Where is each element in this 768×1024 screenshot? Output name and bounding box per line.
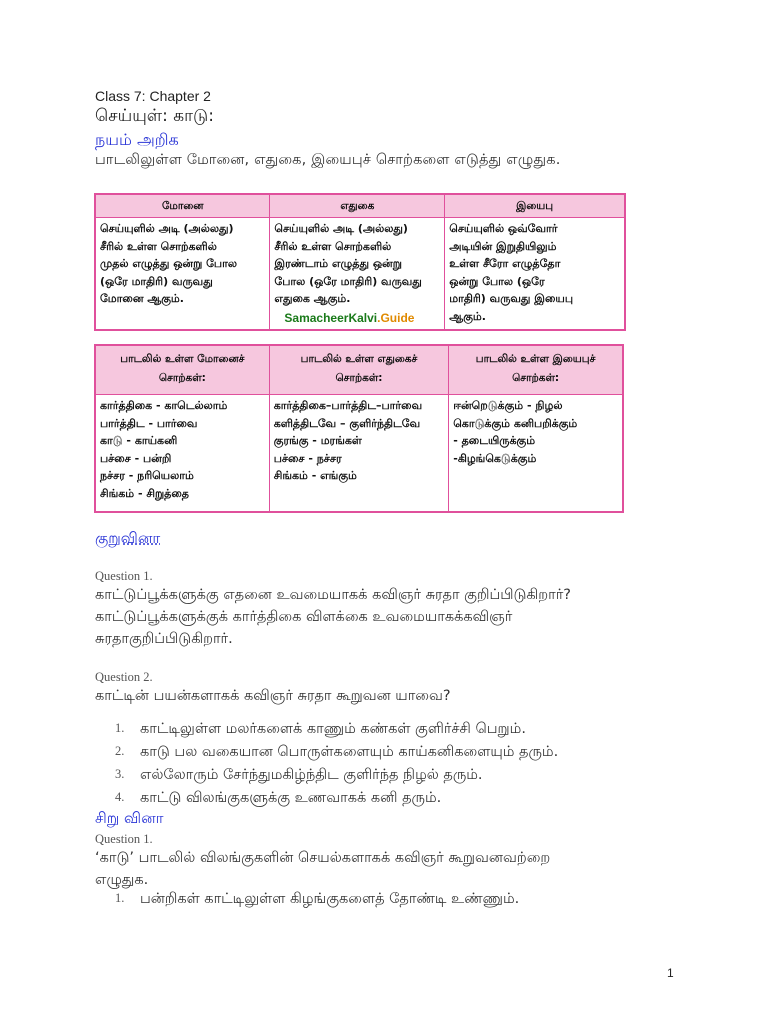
list-text: காட்டிலுள்ள மலர்களைக் காணும் கண்கள் குளிர்ச்சி பெறும். (140, 721, 526, 737)
class-chapter-label: Class 7: Chapter 2 (95, 88, 211, 104)
cell-line: ஒன்று போல (ஒரே (449, 274, 545, 288)
siruvina-block (95, 832, 695, 914)
cell-line: செய்யுளில் அடி (அல்லது) (100, 222, 234, 235)
cell-line: பச்சை - பன்றி (100, 451, 172, 465)
cell-line: காடு - காய்கனி (100, 434, 178, 447)
question-text: எழுதுக. (95, 872, 149, 888)
section-heading-kuruvina: குறுவினா (95, 529, 161, 547)
cell-line: குரங்கு - மரங்கள் (273, 434, 362, 447)
cell-line: சிங்கம் - எங்கும் (273, 469, 357, 482)
cell-line: கார்த்திகை - காடெல்லாம் (100, 399, 228, 412)
cell-line: பார்த்திட - பார்வை (100, 416, 198, 430)
question-label: Question 2. (95, 670, 153, 684)
list-item (115, 767, 695, 790)
question-text: காட்டின் பயன்களாகக் கவிஞர் சுரதா கூறுவன யாவை? (95, 688, 451, 704)
list-item (115, 790, 695, 813)
cell-line: நச்சர - நரியெலாம் (100, 469, 194, 482)
cell-line: - தடையிருக்கும் (453, 434, 536, 447)
cell-line: இரண்டாம் எழுத்து ஒன்று (274, 257, 402, 270)
list-number: 1. (115, 891, 125, 905)
table-header: பாடலில் உள்ள எதுகைச் சொற்கள்: (269, 345, 449, 395)
list-item (115, 721, 695, 744)
question-text: ‘காடு’ பாடலில் விலங்குகளின் செயல்களாகக் கவிஞர் கூறுவனவற்றை (95, 850, 551, 866)
table-cell (95, 218, 270, 331)
table-header: பாடலில் உள்ள மோனைச் சொற்கள்: (95, 345, 269, 395)
cell-line: எதுகை ஆகும். (274, 292, 351, 305)
watermark-part: Kalvi (348, 310, 378, 325)
watermark-part: .Guide (377, 310, 415, 325)
answer-text: சுரதாகுறிப்பிடுகிறார். (95, 631, 233, 647)
table-cell (269, 395, 449, 513)
watermark-part: Samacheer (284, 310, 349, 325)
cell-line: செய்யுளில் ஒவ்வோர் (449, 222, 558, 235)
table-header: இயைபு (445, 194, 625, 218)
cell-line: சீரில் உள்ள சொற்களில் (100, 239, 217, 253)
answer-text: காட்டுப்பூக்களுக்குக் கார்த்திகை விளக்கை உவமையாகக்கவிஞர் (95, 609, 513, 625)
list-text: காட்டு விலங்குகளுக்கு உணவாகக் கனி தரும். (140, 790, 442, 806)
cell-line: மாதிரி) வருவது இயைபு (449, 292, 574, 305)
list-item (115, 891, 695, 914)
section-heading-nayam: நயம் அறிக (95, 130, 179, 149)
cell-line: முதல் எழுத்து ஒன்று போல (100, 257, 237, 270)
cell-line: கொடுக்கும் கனிபறிக்கும் (453, 416, 578, 430)
instruction-text: பாடலிலுள்ள மோனை, எதுகை, இயைபுச் சொற்களை எடுத்து எழுதுக. (95, 152, 561, 168)
list-number: 3. (115, 767, 125, 781)
cell-line: ஆகும். (449, 309, 486, 323)
cell-line: பச்சை - நச்சர (273, 451, 342, 465)
cell-line: உள்ள சீரோ எழுத்தோ (449, 257, 561, 270)
table-header: மோனை (95, 194, 270, 218)
cell-line: அடியின் இறுதியிலும் (449, 239, 557, 253)
answer-list (95, 721, 695, 813)
question-label: Question 1. (95, 569, 153, 583)
kuruvina-block (95, 569, 695, 813)
cell-line: மோனை ஆகும். (100, 292, 184, 305)
cell-line: (ஒரே மாதிரி) வருவது (100, 274, 213, 288)
words-table (94, 344, 624, 513)
table-cell (449, 395, 623, 513)
list-item (115, 744, 695, 767)
table-cell (95, 395, 269, 513)
answer-list (95, 891, 695, 914)
list-number: 2. (115, 744, 125, 758)
list-text: எல்லோரும் சேர்ந்துமகிழ்ந்திட குளிர்ந்த நிழல் தரும். (140, 767, 483, 783)
cell-line: போல (ஒரே மாதிரி) வருவது (274, 274, 422, 288)
table-cell (270, 218, 445, 331)
definitions-table (94, 193, 626, 331)
table-cell (445, 218, 625, 331)
cell-line: சீரில் உள்ள சொற்களில் (274, 239, 392, 253)
table-header: பாடலில் உள்ள இயைபுச் சொற்கள்: (449, 345, 623, 395)
section-heading-siruvina: சிறு வினா (95, 809, 164, 827)
list-text: பன்றிகள் காட்டிலுள்ள கிழங்குகளைத் தோண்டி உண்ணும். (140, 891, 520, 907)
list-number: 1. (115, 721, 125, 735)
cell-line: களித்திடவே – குளிர்ந்திடவே (273, 416, 421, 430)
poem-title: செய்யுள்: காடு: (95, 106, 214, 126)
cell-line: கார்த்திகை–பார்த்திட–பார்வை (273, 399, 423, 412)
question-label: Question 1. (95, 832, 153, 846)
watermark-logo (274, 310, 440, 328)
page-number: 1 (667, 966, 674, 980)
cell-line: ஈன்றெடுக்கும் - நிழல் (453, 399, 563, 412)
table-header: எதுகை (270, 194, 445, 218)
list-text: காடு பல வகையான பொருள்களையும் காய்கனிகளையும் தரும். (140, 744, 559, 760)
cell-line: செய்யுளில் அடி (அல்லது) (274, 222, 408, 235)
question-text: காட்டுப்பூக்களுக்கு எதனை உவமையாகக் கவிஞர் சுரதா குறிப்பிடுகிறார்? (95, 587, 572, 603)
list-number: 4. (115, 790, 125, 804)
cell-line: சிங்கம் - சிறுத்தை (100, 486, 189, 500)
cell-line: -கிழங்கெடுக்கும் (453, 451, 537, 465)
